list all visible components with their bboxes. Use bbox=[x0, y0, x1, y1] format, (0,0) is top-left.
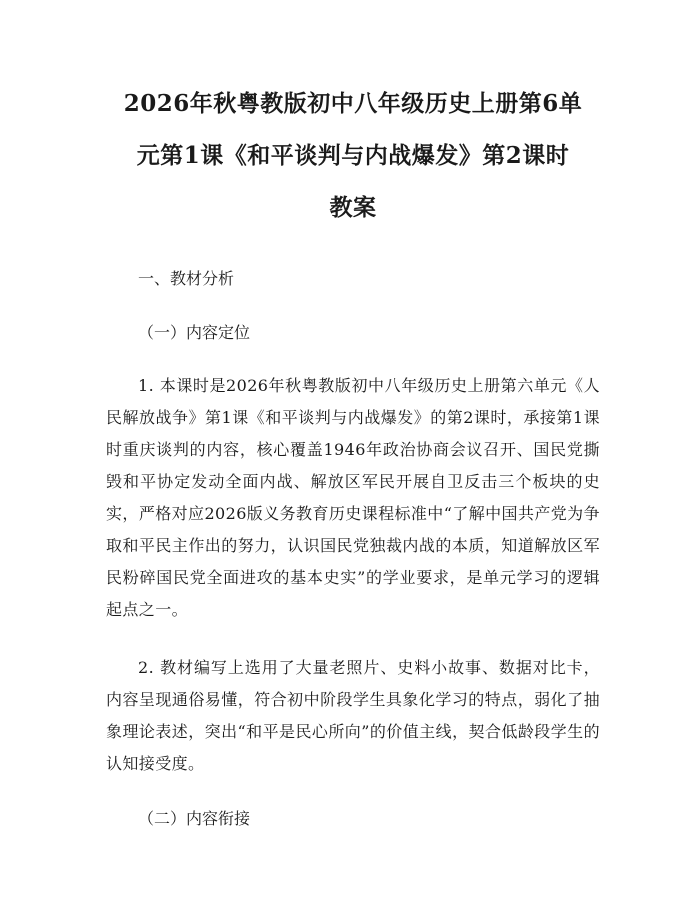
section-heading: 一、教材分析 bbox=[138, 269, 235, 288]
title-line-2: 元第1课《和平谈判与内战爆发》第2课时 bbox=[136, 142, 570, 169]
document-title bbox=[106, 78, 600, 234]
title-line-1: 2026年秋粤教版初中八年级历史上册第6单 bbox=[123, 90, 583, 117]
subsection-heading-content-connection: （二）内容衔接 bbox=[138, 809, 251, 828]
subsection-heading-content-positioning: （一）内容定位 bbox=[138, 323, 251, 342]
paragraph-1: 1. 本课时是2026年秋粤教版初中八年级历史上册第六单元《人民解放战争》第1课《和平谈判与内战爆发》的第2课时，承接第1课时重庆谈判的内容，核心覆盖1946年政治协商会议召开、国民党撕毁和平协定发动全面内战、解放区军民开展自卫反击三个板块的史实，严格对应2026版义务教育历史课程标准中“了解中国共产党为争取和平民主作出的努力，认识国民党独裁内战的本质，知道解放区军民粉碎国民党全面进攻的基本史实”的学业要求，是单元学习的逻辑起点之一。 bbox=[106, 376, 600, 619]
paragraph-2: 2. 教材编写上选用了大量老照片、史料小故事、数据对比卡，内容呈现通俗易懂，符合初中阶段学生具象化学习的特点，弱化了抽象理论表述，突出“和平是民心所向”的价值主线，契合低龄段学生的认知接受度。 bbox=[106, 658, 600, 773]
title-line-3: 教案 bbox=[329, 194, 377, 221]
